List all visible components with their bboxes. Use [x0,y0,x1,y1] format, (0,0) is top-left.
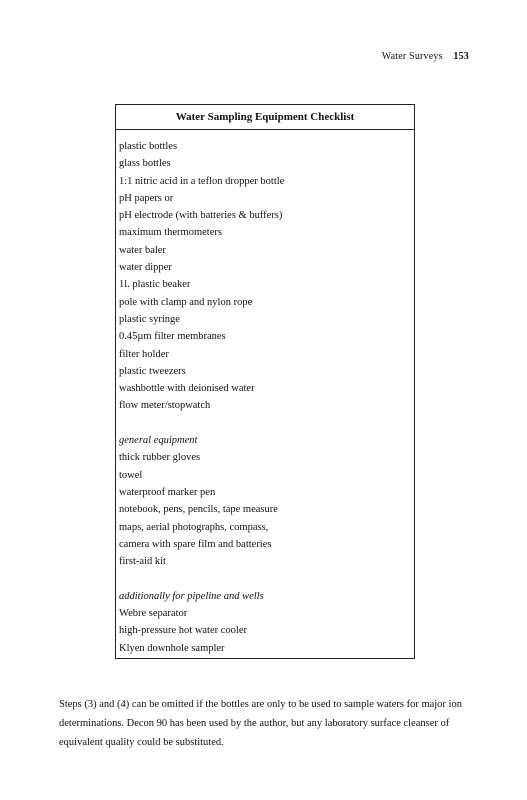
sampling-item: pole with clamp and nylon rope [119,296,253,308]
sampling-item: maximum thermometers [119,227,222,239]
sampling-item: washbottle with deionised water [119,383,255,395]
sampling-item: water baler [119,244,166,256]
sampling-item: plastic bottles [119,141,178,152]
pipeline-item: high-pressure hot water cooler [119,625,247,637]
page-number: 153 [453,51,469,62]
general-item: towel [119,469,143,481]
checklist-title: Water Sampling Equipment Checklist [116,105,414,130]
sampling-item: flow meter/stopwatch [119,400,211,412]
sampling-item: plastic syringe [119,313,180,325]
pipeline-wells-heading: additionally for pipeline and wells [119,590,264,602]
sampling-item: 1:1 nitric acid in a teflon dropper bottle [119,175,285,187]
running-head [382,51,469,62]
sampling-item: 0.45µm filter membranes [119,331,226,343]
general-item: first-aid kit [119,556,166,568]
sampling-item: filter holder [119,348,169,360]
general-item: waterproof marker pen [119,486,216,498]
pipeline-item: Webre separator [119,608,188,620]
pipeline-item: Klyen downhole sampler [119,642,225,654]
general-item: notebook, pens, pencils, tape measure [119,504,278,516]
general-item: thick rubber gloves [119,452,201,464]
sampling-item: pH papers or [119,192,174,204]
sampling-item: pH electrode (with batteries & buffers) [119,210,283,222]
section-spacer [119,415,414,432]
sampling-item: glass bottles [119,158,171,170]
sampling-item: water dipper [119,262,172,274]
general-item: camera with spare film and batteries [119,538,272,550]
explanatory-note: Steps (3) and (4) can be omitted if the bottles are only to be used to sample waters for major ion determinations. Decon 90 has been used by the author, but any laboratory surface cleanser of equivalent quality could be substituted. [59,698,462,748]
equipment-checklist-table [115,104,415,659]
running-head-title: Water Surveys [381,51,443,62]
checklist-items [116,130,414,657]
section-spacer [119,570,414,587]
sampling-item: 1l. plastic beaker [119,279,191,291]
general-item: maps, aerial photographs, compass, [119,521,269,533]
sampling-item: plastic tweezers [119,365,186,377]
general-equipment-heading: general equipment [119,435,198,447]
